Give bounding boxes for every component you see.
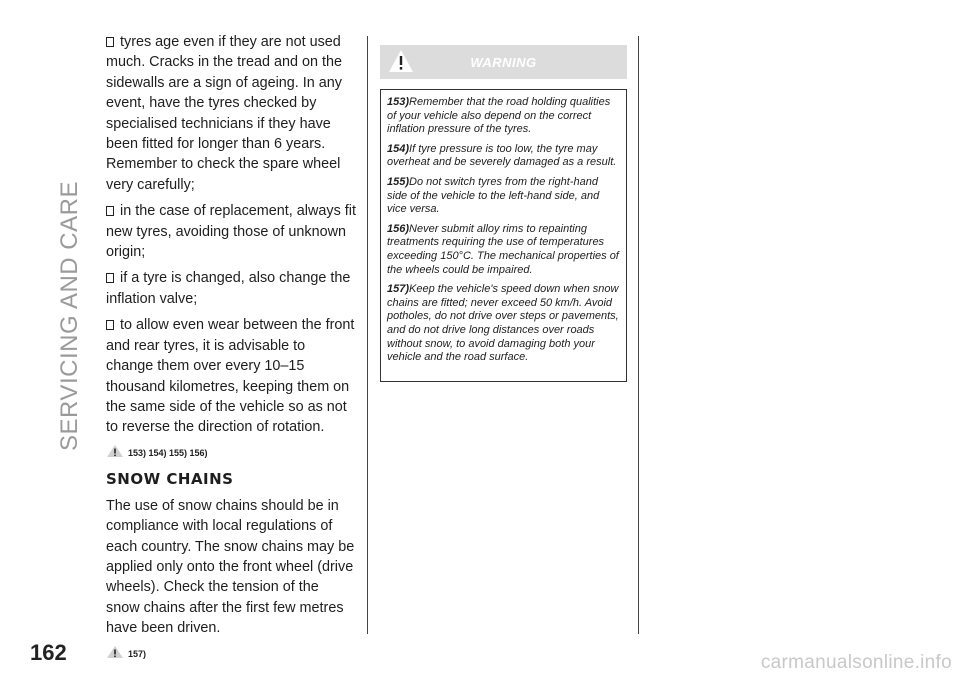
page-number: 162 <box>30 640 67 665</box>
warning-item-text: Keep the vehicle's speed down when snow chains are fitted; never exceed 50 km/h. Avoid potholes, do not drive over steps or pavements, and do not drive long distances over roads without snow, to avoid damaging both your vehicle and the road surface. <box>387 283 619 364</box>
warning-item-number: 155) <box>387 175 410 188</box>
warning-item <box>387 283 620 365</box>
warning-title: WARNING <box>470 54 537 70</box>
warning-item <box>387 96 620 137</box>
column-divider-left <box>367 36 368 634</box>
bullet-item <box>106 268 356 309</box>
warning-reference-1 <box>106 444 356 458</box>
checkbox-bullet-icon <box>106 273 114 283</box>
checkbox-bullet-icon <box>106 206 114 216</box>
checkbox-bullet-icon <box>106 37 114 47</box>
warning-item-number: 153) <box>387 96 410 108</box>
warning-item-text: Remember that the road holding qualities of your vehicle also depend on the correct inflation pressure of the tyres. <box>387 96 611 136</box>
warning-body <box>380 89 627 382</box>
warning-item <box>387 143 620 170</box>
watermark: carmanualsonline.info <box>760 652 952 673</box>
bullet-text: if a tyre is changed, also change the inflation valve; <box>106 270 351 307</box>
snow-chains-text: The use of snow chains should be in compliance with local regulations of each country. The snow chains may be applied only onto the front wheel (drive wheels). Check the tension of the snow chains after the first few metres have been driven. <box>106 497 355 637</box>
section-title-text: SERVICING AND CARE <box>56 181 83 451</box>
bullet-text: to allow even wear between the front and rear tyres, it is advisable to change them over every 10–15 thousand kilometres, keeping them on the same side of the vehicle so as not to reverse the direction of rotation. <box>106 317 355 436</box>
warning-item-text: Do not switch tyres from the right-hand side of the vehicle to the left-hand side, and vice versa. <box>387 175 600 216</box>
bullet-text: in the case of replacement, always fit new tyres, avoiding those of unknown origin; <box>106 203 356 261</box>
warning-item-text: If tyre pressure is too low, the tyre may overheat and be severely damaged as a result. <box>387 142 617 169</box>
bullet-item <box>106 315 356 437</box>
warning-reference-text: 157) <box>128 648 147 659</box>
warning-reference-text: 153) 154) 155) 156) <box>128 447 208 458</box>
bullet-item <box>106 201 356 262</box>
warning-header <box>380 45 627 79</box>
warning-triangle-icon <box>106 444 124 458</box>
warning-item-number: 154) <box>387 142 410 155</box>
checkbox-bullet-icon <box>106 320 114 330</box>
warning-item-number: 156) <box>387 222 410 235</box>
column-divider-right <box>638 36 639 634</box>
snow-chains-heading: SNOW CHAINS <box>106 469 234 488</box>
bullet-text: tyres age even if they are not used much. Cracks in the tread and on the sidewalls are a sign of ageing. In any event, have the tyres checked by specialised technicians if they have been fitted for longer than 6 years. Remember to check the spare wheel very carefully; <box>106 34 342 193</box>
warning-item-text: Never submit alloy rims to repainting treatments requiring the use of temperatures exceeding 150°C. The mechanical properties of the wheels could be impaired. <box>387 222 619 276</box>
warning-triangle-icon <box>388 49 414 73</box>
left-column <box>106 32 356 671</box>
warning-item <box>387 176 620 217</box>
warning-triangle-icon <box>106 645 124 659</box>
bullet-item <box>106 32 356 195</box>
warning-item-number: 157) <box>387 283 410 296</box>
warning-item <box>387 223 620 277</box>
warning-reference-2 <box>106 645 356 659</box>
warning-box <box>380 45 627 382</box>
